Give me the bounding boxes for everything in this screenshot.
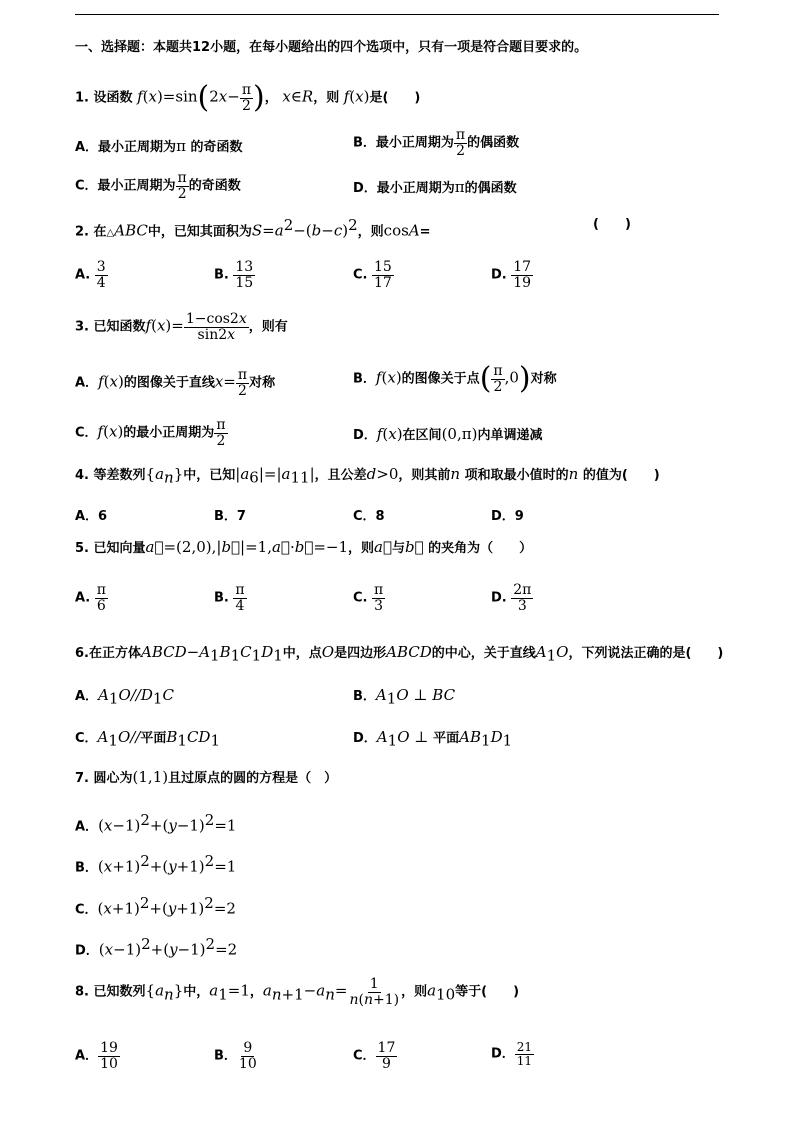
question-7: 7. 圆心为(1,1)且过原点的圆的方程是（ ） [75, 768, 338, 786]
q4-option-b[interactable]: B．7 [214, 509, 246, 524]
q7-option-b[interactable]: B．$(x+1)^2+(y+1)^2=1$ [75, 852, 237, 876]
question-5: 5. 已知向量a⃗=(2,0),|b⃗|=1,a⃗·b⃗=−1，则a⃗与b⃗ 的夹角为（ ） [75, 538, 533, 556]
q5-option-d[interactable]: D. $\frac{2\pi}{3}$ [491, 582, 532, 614]
q2-option-c[interactable]: C. $\frac{15}{17}$ [353, 259, 392, 291]
q4-option-d[interactable]: D．9 [491, 509, 524, 524]
q1-option-c[interactable]: C．最小正周期为 $\frac{\pi}{2}$ 的奇函数 [75, 170, 241, 202]
q8-option-d[interactable]: D． $\frac{21}{11}$ [491, 1040, 533, 1068]
q3-option-b[interactable]: B．f(x)的图像关于点( $\frac{\pi}{2}$ ,0)对称 [353, 361, 557, 397]
q1-option-a[interactable]: A．最小正周期为π 的奇函数 [75, 137, 243, 155]
question-6: 6.在正方体$ABCD-A_1B_1C_1D_1$中，点O是四边形ABCD的中心，关于直线$A_1O$，下列说法正确的是( ) [75, 643, 724, 665]
q5-option-a[interactable]: A. $\frac{\pi}{6}$ [75, 582, 106, 614]
q1-option-d[interactable]: D．最小正周期为π的偶函数 [353, 178, 517, 196]
section-title: 一、选择题：本题共12小题，在每小题给出的四个选项中，只有一项是符合题目要求的。 [75, 40, 588, 55]
q7-option-c[interactable]: C．$(x+1)^2+(y+1)^2=2$ [75, 894, 236, 918]
question-8: 8. 已知数列$\{a_n\}$中，$a_1=1$，$a_{n+1}-a_n=$ $\frac{1}{n(n+1)}$ ，则$a_{10}$等于( ) [75, 976, 520, 1008]
q1-option-b[interactable]: B．最小正周期为 $\frac{\pi}{2}$ 的偶函数 [353, 127, 520, 159]
q8-option-b[interactable]: B． $\frac{9}{10}$ [214, 1040, 257, 1072]
question-2: 2. 在△ABC中，已知其面积为$S=a^2-(b-c)^2$，则cosA= ( ) [75, 216, 631, 240]
q5-option-c[interactable]: C. $\frac{\pi}{3}$ [353, 582, 384, 614]
q6-option-d[interactable]: D．$A_1O$ ⊥ 平面$AB_1D_1$ [353, 728, 513, 750]
question-3: 3. 已知函数f(x)= $\frac{1-\cos 2x}{\sin 2x}$ ，则有 [75, 311, 288, 343]
q4-option-a[interactable]: A．6 [75, 509, 108, 524]
header-rule [75, 14, 719, 15]
q4-option-c[interactable]: C．8 [353, 509, 385, 524]
q6-option-b[interactable]: B．$A_1O$ ⊥ BC [353, 686, 456, 708]
q2-option-b[interactable]: B. $\frac{13}{15}$ [214, 259, 254, 291]
question-4: 4. 等差数列$\{a_n\}$中，已知$|a_6|=|a_{11}|$，且公差d>0，则其前n 项和取最小值时的n 的值为( ) [75, 465, 660, 487]
q8-option-c[interactable]: C． $\frac{17}{9}$ [353, 1040, 396, 1072]
question-1: 1. 设函数 f(x)=sin(2x− $\frac{\pi}{2}$ )， x∈R，则 f(x)是( ) [75, 80, 421, 116]
q3-option-d[interactable]: D．f(x)在区间(0,π)内单调递减 [353, 425, 543, 443]
q7-option-a[interactable]: A．$(x-1)^2+(y-1)^2=1$ [75, 811, 237, 835]
q3-option-c[interactable]: C．f(x)的最小正周期为 $\frac{\pi}{2}$ [75, 417, 226, 449]
q8-option-a[interactable]: A． $\frac{19}{10}$ [75, 1040, 118, 1072]
q2-option-a[interactable]: A. $\frac{3}{4}$ [75, 259, 106, 291]
q6-option-c[interactable]: C．$A_1O//$平面$B_1CD_1$ [75, 728, 220, 750]
q5-option-b[interactable]: B. $\frac{\pi}{4}$ [214, 582, 245, 614]
q2-option-d[interactable]: D. $\frac{17}{19}$ [491, 259, 532, 291]
q7-option-d[interactable]: D．$(x-1)^2+(y-1)^2=2$ [75, 935, 238, 959]
q6-option-a[interactable]: A．$A_1O//D_1C$ [75, 686, 174, 708]
q3-option-a[interactable]: A．f(x)的图像关于直线x= $\frac{\pi}{2}$ 对称 [75, 367, 276, 399]
